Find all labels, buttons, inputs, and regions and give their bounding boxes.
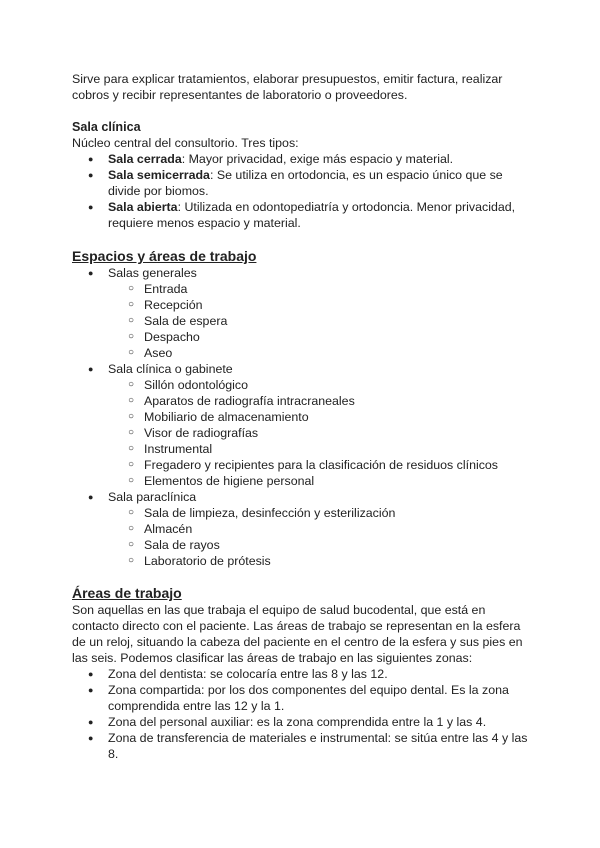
sala-type-name: Sala semicerrada [108,168,210,182]
list-item [72,151,528,167]
sub-list-item: ○ Despacho [72,329,528,345]
areas-heading: Áreas de trabajo [72,585,182,601]
sub-list [72,377,528,489]
list-item [72,265,528,361]
areas-paragraph: Son aquellas en las que trabaja el equipo de salud bucodental, que está en contacto directo con el paciente. Las áreas de trabajo se representan en la esfera de un reloj, situando la cabeza del paciente en el centro de la esfera y sus pies en las seis. Podemos clasificar las áreas de trabajo en las siguientes zonas: [72,603,523,665]
espacios-heading: Espacios y áreas de trabajo [72,248,257,264]
sub-list-item: ○ Sala de limpieza, desinfección y esterilización [72,505,528,521]
sub-list [72,505,528,569]
sub-list-item: ○ Visor de radiografías [72,425,528,441]
sub-list-item: ○ Mobiliario de almacenamiento [72,409,528,425]
sub-list-item: ○ Instrumental [72,441,528,457]
sub-list-item: ○ Fregadero y recipientes para la clasificación de residuos clínicos [72,457,528,473]
sub-list-item: ○ Elementos de higiene personal [72,473,528,489]
sala-types-list [72,151,528,231]
zones-list [72,666,528,762]
sub-list-item: ○ Sala de rayos [72,537,528,553]
list-item [72,489,528,569]
sala-clinica-section [72,119,528,231]
sub-list-item: ○ Sillón odontológico [72,377,528,393]
sub-list [72,281,528,361]
list-item [72,167,528,199]
list-item: ● Zona del dentista: se colocaría entre las 8 y las 12. [72,666,528,682]
espacios-section [72,247,528,569]
intro-paragraph: Sirve para explicar tratamientos, elaborar presupuestos, emitir factura, realizar cobros y recibir representantes de laboratorio o proveedores. [72,72,503,102]
sub-list-item: ○ Entrada [72,281,528,297]
list-item [72,361,528,489]
list-item: ● Zona del personal auxiliar: es la zona comprendida entre la 1 y las 4. [72,714,528,730]
list-item: ● Zona compartida: por los dos componentes del equipo dental. Es la zona comprendida entre las 12 y la 1. [72,682,528,714]
list-item: ● Zona de transferencia de materiales e instrumental: se sitúa entre las 4 y las 8. [72,730,528,762]
sub-list-item: ○ Aparatos de radiografía intracraneales [72,393,528,409]
sala-type-text: : Utilizada en odontopediatría y ortodoncia. Menor privacidad, requiere menos espacio y material. [108,200,516,230]
sub-list-item: ○ Recepción [72,297,528,313]
group-label: Sala paraclínica [108,490,197,504]
group-label: Salas generales [108,266,197,280]
list-item [72,199,528,231]
sala-clinica-heading: Sala clínica [72,120,141,134]
sala-type-text: : Mayor privacidad, exige más espacio y material. [181,152,454,166]
group-label: Sala clínica o gabinete [108,362,233,376]
sala-type-text: : Se utiliza en ortodoncia, es un espacio único que se divide por biomos. [108,168,503,198]
intro-section [72,71,528,103]
sub-list-item: ○ Aseo [72,345,528,361]
espacios-list [72,265,528,569]
sala-type-name: Sala abierta [108,200,178,214]
sub-list-item: ○ Laboratorio de prótesis [72,553,528,569]
sala-type-name: Sala cerrada [108,152,182,166]
sub-list-item: ○ Almacén [72,521,528,537]
sala-clinica-description: Núcleo central del consultorio. Tres tipos: [72,136,299,150]
sub-list-item: ○ Sala de espera [72,313,528,329]
areas-section [72,584,528,762]
